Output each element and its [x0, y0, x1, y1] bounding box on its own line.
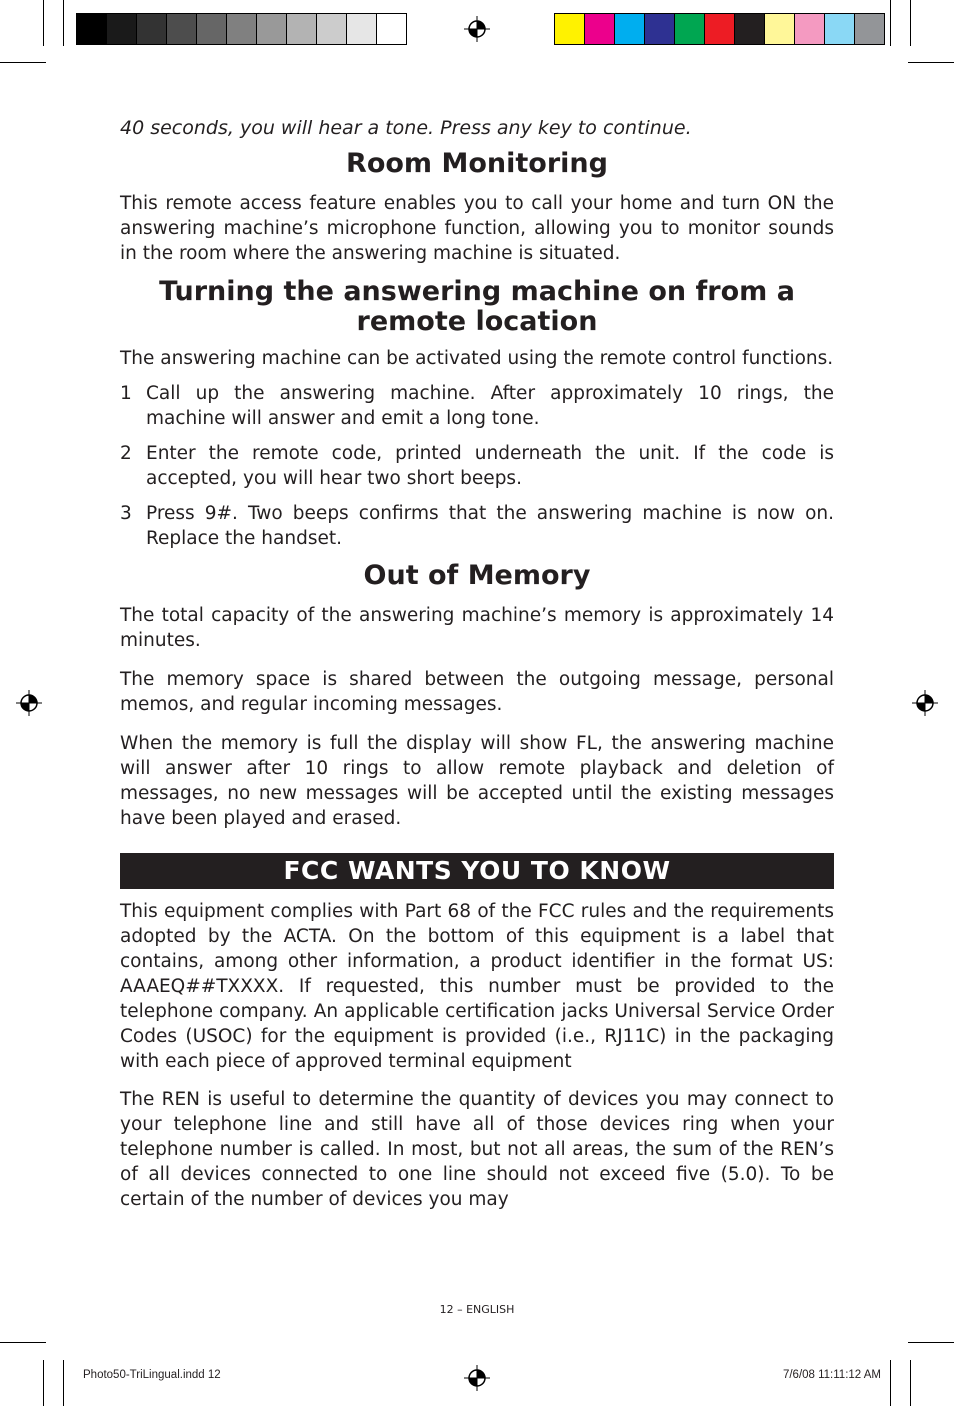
fcc-paragraph: The REN is useful to determine the quantity of devices you may connect to your telephone line and still have all of those devices ring when your telephone number is called. In most, but not all areas, the sum of the REN’s of all devices connected to one line should not exceed five (5.0). To be certain of the number of devices you may [120, 1089, 834, 1210]
color-swatch [735, 14, 765, 44]
color-swatch [287, 14, 317, 44]
color-swatch [825, 14, 855, 44]
turning-on-heading-line2: remote location [356, 306, 598, 337]
crop-mark [890, 1360, 891, 1406]
fcc-heading-band: FCC WANTS YOU TO KNOW [120, 853, 834, 889]
step-text: Press 9#. Two beeps confirms that the answering machine is now on. Replace the handset. [146, 503, 834, 549]
memory-paragraph: The total capacity of the answering machine’s memory is approximately 14 minutes. [120, 605, 834, 651]
step-item [120, 381, 834, 431]
color-swatch [167, 14, 197, 44]
crop-mark [0, 1342, 46, 1343]
step-number: 1 [120, 383, 132, 404]
turning-on-heading [120, 277, 834, 337]
color-swatch [855, 14, 884, 44]
color-swatch [197, 14, 227, 44]
memory-paragraph: The memory space is shared between the outgoing message, personal memos, and regular incoming messages. [120, 669, 834, 715]
color-swatch [675, 14, 705, 44]
color-swatch [555, 14, 585, 44]
crop-mark [63, 1360, 64, 1406]
step-number: 3 [120, 503, 132, 524]
color-swatch [705, 14, 735, 44]
crop-mark [63, 0, 64, 46]
room-monitoring-heading: Room Monitoring [346, 148, 608, 179]
turning-on-heading-line1: Turning the answering machine on from a [159, 276, 795, 307]
color-swatch [107, 14, 137, 44]
color-swatch [377, 14, 406, 44]
step-text: Call up the answering machine. After approximately 10 rings, the machine will answer and emit a long tone. [146, 383, 834, 429]
color-swatch [765, 14, 795, 44]
page-footer: 12 – ENGLISH [439, 1303, 515, 1316]
memory-paragraph: When the memory is full the display will show FL, the answering machine will answer after 10 rings to allow remote playback and deletion of messages, no new messages will be accepted until the existing messages have been played and erased. [120, 733, 834, 829]
registration-mark-icon [464, 1365, 490, 1391]
page-content [120, 116, 834, 1212]
crop-mark [908, 62, 954, 63]
room-monitoring-body: This remote access feature enables you to call your home and turn ON the answering machine’s microphone function, allowing you to monitor sounds in the room where the answering machine is situated. [120, 193, 834, 264]
color-swatch [227, 14, 257, 44]
crop-mark [910, 1360, 911, 1406]
color-swatch [347, 14, 377, 44]
color-swatch [77, 14, 107, 44]
color-swatch [137, 14, 167, 44]
step-text: Enter the remote code, printed underneath the unit. If the code is accepted, you will hear two short beeps. [146, 443, 834, 489]
color-swatch [795, 14, 825, 44]
crop-mark [908, 1342, 954, 1343]
registration-mark-icon [912, 690, 938, 716]
grayscale-bar [76, 13, 407, 45]
color-swatch [645, 14, 675, 44]
color-swatch [257, 14, 287, 44]
crop-mark [0, 62, 46, 63]
turning-on-body: The answering machine can be activated using the remote control functions. [120, 348, 834, 369]
crop-mark [43, 0, 44, 46]
fcc-paragraph: This equipment complies with Part 68 of the FCC rules and the requirements adopted by the ACTA. On the bottom of this equipment is a label that contains, among other information, a product identifier in the format US: AAAEQ##TXXXX. If requested, this number must be provided to the telephone company. An applicable certification jacks Universal Service Order Codes (USOC) for the equipment is provided (i.e., RJ11C) in the packaging with each piece of approved terminal equipment [120, 901, 834, 1072]
slug-filename: Photo50-TriLingual.indd 12 [83, 1369, 221, 1381]
step-item [120, 441, 834, 491]
crop-mark [910, 0, 911, 46]
crop-mark [890, 0, 891, 46]
color-swatch [585, 14, 615, 44]
color-swatch [317, 14, 347, 44]
intro-line: 40 seconds, you will hear a tone. Press any key to continue. [120, 117, 692, 139]
color-swatch [615, 14, 645, 44]
color-bar [554, 13, 885, 45]
step-number: 2 [120, 443, 132, 464]
crop-mark [43, 1360, 44, 1406]
step-item [120, 501, 834, 551]
slug-timestamp: 7/6/08 11:11:12 AM [782, 1369, 881, 1381]
out-of-memory-heading: Out of Memory [363, 560, 591, 591]
registration-mark-icon [464, 16, 490, 42]
registration-mark-icon [16, 690, 42, 716]
